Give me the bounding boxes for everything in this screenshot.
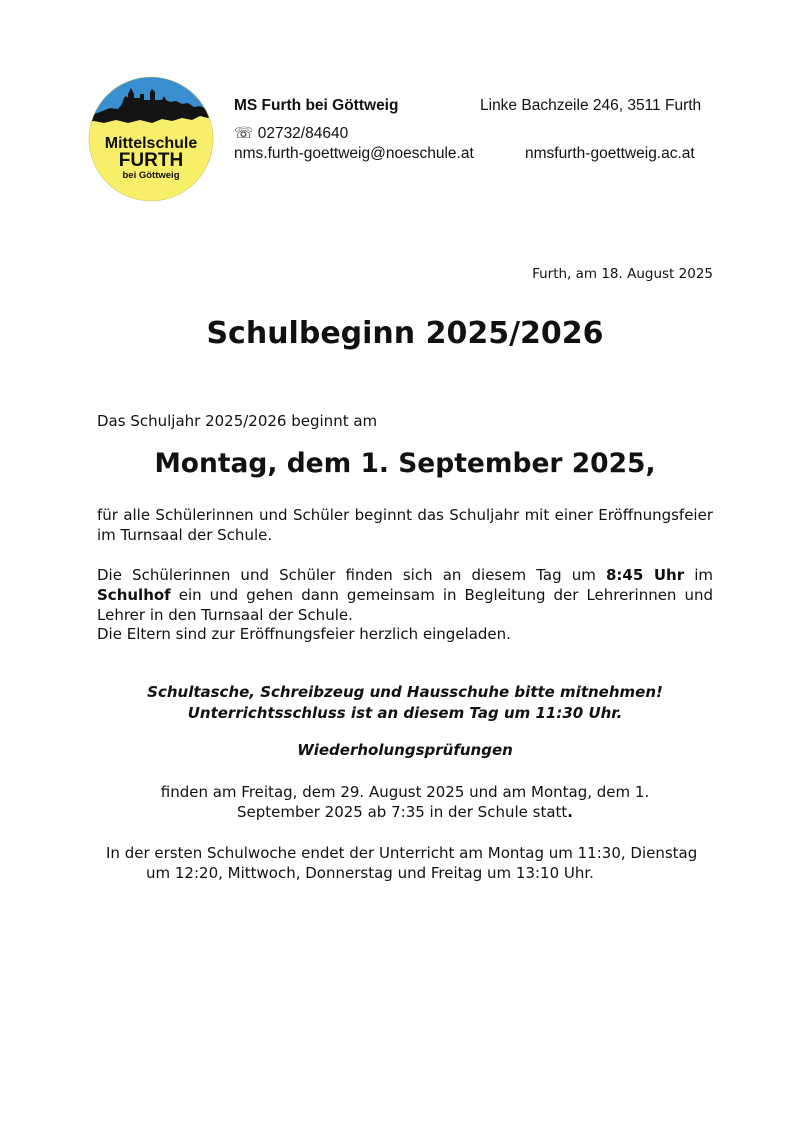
- school-name: MS Furth bei Göttweig: [234, 97, 399, 114]
- logo-text-line1: Mittelschule: [104, 135, 198, 152]
- school-phone-line: [234, 124, 348, 143]
- paragraph-parents: Die Eltern sind zur Eröffnungsfeier herzlich eingeladen.: [97, 625, 511, 643]
- telephone-icon: ☏: [234, 125, 254, 142]
- start-date: Montag, dem 1. September 2025,: [154, 448, 656, 479]
- intro-text: Das Schuljahr 2025/2026 beginnt am: [97, 412, 378, 430]
- exam-heading: Wiederholungsprüfungen: [297, 741, 513, 759]
- exam-text-body: finden am Freitag, dem 29. August 2025 und am Montag, dem 1. September 2025 ab 7:35 in der Schule statt: [160, 783, 650, 821]
- first-week-schedule: In der ersten Schulwoche endet der Unterricht am Montag um 11:30, Dienstag um 12:20, Mittwoch, Donnerstag und Freitag um 13:10 Uhr.: [106, 844, 698, 882]
- note-bring-items: Schultasche, Schreibzeug und Hausschuhe bitte mitnehmen!: [147, 683, 663, 701]
- paragraph-meeting-text-b: im: [684, 566, 713, 584]
- paragraph-meeting-text-c: ein und gehen dann gemeinsam in Begleitung der Lehrerinnen und Lehrer in den Turnsaal der Schule.: [97, 586, 713, 624]
- note-end-time: Unterrichtsschluss ist an diesem Tag um 11:30 Uhr.: [187, 704, 623, 722]
- school-address: Linke Bachzeile 246, 3511 Furth: [480, 97, 702, 114]
- school-phone: 02732/84640: [257, 125, 349, 142]
- meeting-place: Schulhof: [97, 586, 171, 604]
- paragraph-meeting: [97, 565, 713, 625]
- logo-text-line2: FURTH: [118, 150, 184, 171]
- paragraph-meeting-text-a: Die Schülerinnen und Schüler finden sich an diesem Tag um: [97, 566, 606, 584]
- exam-text-end: .: [567, 803, 573, 821]
- paragraph-opening: für alle Schülerinnen und Schüler beginnt das Schuljahr mit einer Eröffnungsfeier im Turnsaal der Schule.: [97, 506, 713, 544]
- meeting-time: 8:45 Uhr: [605, 566, 685, 584]
- exam-text: [120, 782, 690, 822]
- school-logo: [88, 76, 214, 202]
- logo-text-line3: bei Göttweig: [122, 170, 180, 181]
- page-title: Schulbeginn 2025/2026: [206, 316, 604, 351]
- school-website: nmsfurth-goettweig.ac.at: [525, 145, 695, 162]
- school-email: nms.furth-goettweig@noeschule.at: [234, 145, 474, 162]
- letter-date: Furth, am 18. August 2025: [532, 266, 713, 282]
